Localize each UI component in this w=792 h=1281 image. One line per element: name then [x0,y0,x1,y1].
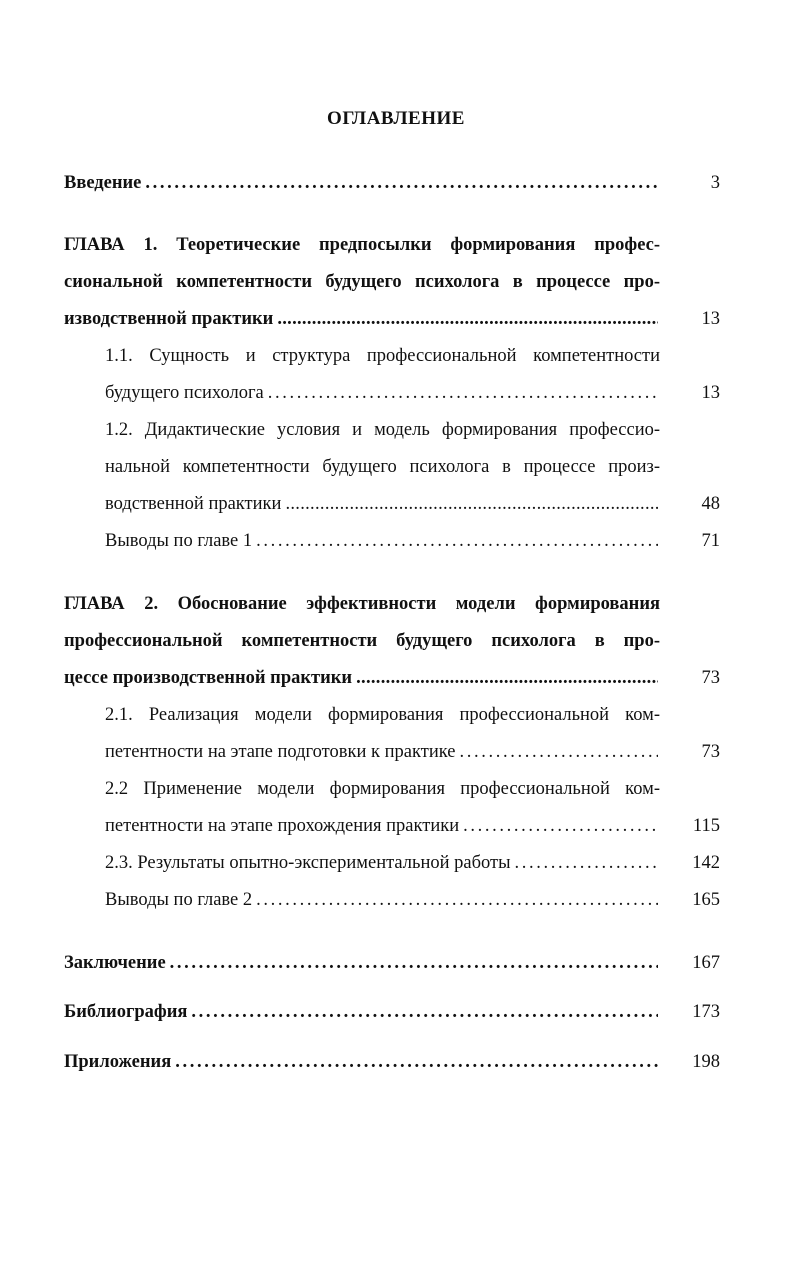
section-2-2-line: петентности на этапе прохождения практики [105,816,460,836]
section-1-1-line[interactable]: 1.1. Сущность и структура профессиональной компетентности [105,346,660,366]
toc-entry-appendices[interactable] [64,1050,660,1074]
toc-title: ОГЛАВЛЕНИЕ [327,108,465,129]
dot-leader [515,851,658,875]
toc-entry-label: Библиография [64,1002,188,1022]
toc-page-number: 71 [701,531,720,551]
section-2-1-line: петентности на этапе подготовки к практике [105,742,456,762]
chapter2-title-line[interactable]: ГЛАВА 2. Обоснование эффективности модели формирования [64,594,660,614]
toc-page-number: 13 [701,383,720,403]
dot-leader [170,951,658,975]
toc-page-number: 167 [692,953,720,973]
dot-leader [256,529,658,553]
dot-leader [256,888,658,912]
toc-entry-section-2-3[interactable] [105,851,660,875]
toc-entry-conclusions-2[interactable] [105,888,660,912]
dot-leader [268,381,658,405]
chapter1-title-line[interactable]: ГЛАВА 1. Теоретические предпосылки формирования профес- [64,235,660,255]
chapter1-title-line: изводственной практики [64,309,274,329]
toc-entry-label: Выводы по главе 1 [105,531,253,551]
toc-page-number: 3 [710,173,720,193]
section-2-2-line[interactable]: 2.2 Применение модели формирования профессиональной ком- [105,779,660,799]
toc-entry-label: Введение [64,173,142,193]
dot-leader [145,171,658,195]
toc-page-number: 48 [701,494,720,514]
section-1-2-line[interactable]: 1.2. Дидактические условия и модель формирования профессио- [105,420,660,440]
toc-page-number: 73 [701,668,720,688]
section-2-3-line: 2.3. Результаты опытно-экспериментальной работы [105,853,511,873]
toc-entry-chapter2[interactable] [64,666,660,690]
toc-entry-conclusions-1[interactable] [105,529,660,553]
section-1-2-line: водственной практики [105,494,282,514]
toc-page-number: 13 [701,309,720,329]
dot-leader [191,1000,658,1024]
toc-entry-intro[interactable] [64,171,660,195]
toc-page-number: 198 [692,1052,720,1072]
section-1-2-line[interactable]: нальной компетентности будущего психолога в процессе произ- [105,457,660,477]
chapter2-title-line[interactable]: профессиональной компетентности будущего психолога в про- [64,631,660,651]
toc-entry-section-2-2[interactable] [105,814,660,838]
toc-page-number: 165 [692,890,720,910]
dot-leader [463,814,658,838]
toc-entry-chapter1[interactable] [64,307,660,331]
dot-leader [277,307,658,331]
toc-entry-label: Приложения [64,1052,172,1072]
dot-leader [285,492,658,516]
toc-entry-section-1-2[interactable] [105,492,660,516]
toc-page-number: 73 [701,742,720,762]
toc-entry-label: Заключение [64,953,166,973]
toc-page-number: 173 [692,1002,720,1022]
section-2-1-line[interactable]: 2.1. Реализация модели формирования профессиональной ком- [105,705,660,725]
dot-leader [356,666,658,690]
chapter1-title-line[interactable]: сиональной компетентности будущего психолога в процессе про- [64,272,660,292]
dot-leader [175,1050,658,1074]
toc-entry-section-1-1[interactable] [105,381,660,405]
chapter2-title-line: цессе производственной практики [64,668,353,688]
toc-page-number: 115 [692,816,720,836]
toc-entry-section-2-1[interactable] [105,740,660,764]
toc-entry-label: Выводы по главе 2 [105,890,253,910]
toc-entry-conclusion[interactable] [64,951,660,975]
toc-page-number: 142 [692,853,720,873]
toc-entry-bibliography[interactable] [64,1000,660,1024]
section-1-1-line: будущего психолога [105,383,264,403]
dot-leader [459,740,658,764]
